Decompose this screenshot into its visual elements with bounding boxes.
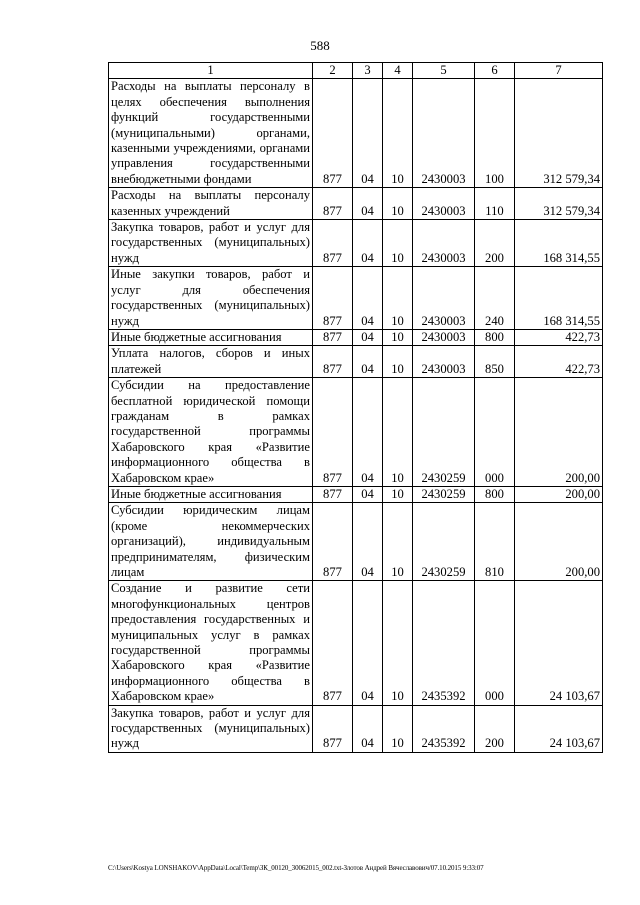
row-value-cell: 10 (383, 329, 413, 345)
row-value-cell: 2430003 (413, 329, 475, 345)
row-name-cell: Расходы на выплаты персоналу казенных учреждений (109, 188, 313, 220)
row-value-cell: 168 314,55 (515, 220, 603, 267)
row-value-cell: 10 (383, 486, 413, 502)
row-value-cell: 877 (313, 346, 353, 378)
header-cell: 3 (353, 63, 383, 79)
row-value-cell: 04 (353, 79, 383, 188)
row-value-cell: 2435392 (413, 581, 475, 705)
row-value-cell: 04 (353, 378, 383, 487)
row-value-cell: 04 (353, 503, 383, 581)
budget-table (108, 62, 603, 753)
header-cell: 6 (475, 63, 515, 79)
row-value-cell: 800 (475, 329, 515, 345)
row-name-cell: Иные закупки товаров, работ и услуг для обеспечения государственных (муниципальных) нужд (109, 267, 313, 330)
page-number: 588 (310, 38, 330, 53)
row-name-cell: Расходы на выплаты персоналу в целях обеспечения выполнения функций государственными (муниципальными) органами, казенными учреждениями, органами управления государственными внебюджетными фондами (109, 79, 313, 188)
row-value-cell: 10 (383, 346, 413, 378)
row-value-cell: 000 (475, 581, 515, 705)
row-value-cell: 10 (383, 220, 413, 267)
row-value-cell: 110 (475, 188, 515, 220)
row-value-cell: 04 (353, 267, 383, 330)
table-row (109, 346, 603, 378)
row-value-cell: 10 (383, 79, 413, 188)
row-value-cell: 800 (475, 486, 515, 502)
header-cell: 4 (383, 63, 413, 79)
header-cell: 5 (413, 63, 475, 79)
row-value-cell: 100 (475, 79, 515, 188)
row-name-cell: Субсидии на предоставление бесплатной юридической помощи гражданам в рамках государственной программы Хабаровского края «Развитие информационного общества в Хабаровском крае» (109, 378, 313, 487)
row-value-cell: 2430003 (413, 267, 475, 330)
row-value-cell: 877 (313, 378, 353, 487)
table-row (109, 486, 603, 502)
row-value-cell: 04 (353, 486, 383, 502)
row-value-cell: 10 (383, 188, 413, 220)
row-value-cell: 312 579,34 (515, 188, 603, 220)
row-name-cell: Уплата налогов, сборов и иных платежей (109, 346, 313, 378)
row-value-cell: 04 (353, 220, 383, 267)
row-name-cell: Закупка товаров, работ и услуг для государственных (муниципальных) нужд (109, 705, 313, 752)
row-value-cell: 877 (313, 267, 353, 330)
row-value-cell: 24 103,67 (515, 581, 603, 705)
row-value-cell: 10 (383, 581, 413, 705)
row-name-cell: Иные бюджетные ассигнования (109, 486, 313, 502)
row-value-cell: 2430003 (413, 346, 475, 378)
row-value-cell: 877 (313, 79, 353, 188)
row-value-cell: 240 (475, 267, 515, 330)
row-value-cell: 10 (383, 705, 413, 752)
row-value-cell: 877 (313, 486, 353, 502)
row-name-cell: Иные бюджетные ассигнования (109, 329, 313, 345)
row-value-cell: 10 (383, 267, 413, 330)
row-value-cell: 422,73 (515, 329, 603, 345)
table-row (109, 267, 603, 330)
row-value-cell: 04 (353, 329, 383, 345)
row-value-cell: 312 579,34 (515, 79, 603, 188)
header-cell: 7 (515, 63, 603, 79)
row-value-cell: 422,73 (515, 346, 603, 378)
row-value-cell: 2430003 (413, 220, 475, 267)
row-name-cell: Закупка товаров, работ и услуг для государственных (муниципальных) нужд (109, 220, 313, 267)
row-value-cell: 200,00 (515, 486, 603, 502)
row-value-cell: 10 (383, 503, 413, 581)
row-value-cell: 2430259 (413, 378, 475, 487)
table-row (109, 220, 603, 267)
row-value-cell: 810 (475, 503, 515, 581)
header-cell: 1 (109, 63, 313, 79)
row-value-cell: 200 (475, 705, 515, 752)
row-value-cell: 2430259 (413, 486, 475, 502)
table-row (109, 79, 603, 188)
row-value-cell: 168 314,55 (515, 267, 603, 330)
row-value-cell: 10 (383, 378, 413, 487)
row-value-cell: 877 (313, 188, 353, 220)
row-value-cell: 04 (353, 188, 383, 220)
row-value-cell: 877 (313, 705, 353, 752)
row-value-cell: 2430003 (413, 79, 475, 188)
row-value-cell: 877 (313, 581, 353, 705)
row-name-cell: Субсидии юридическим лицам (кроме некоммерческих организаций), индивидуальным предпринимателям, физическим лицам (109, 503, 313, 581)
file-path-footer: C:\Users\Kostya LONSHAKOV\AppData\Local\Temp\ЗК_00120_30062015_002.txt-Злотов Андрей Вячеславович/07.10.2015 9:33:07 (108, 864, 484, 872)
row-value-cell: 04 (353, 705, 383, 752)
row-value-cell: 000 (475, 378, 515, 487)
table-row (109, 378, 603, 487)
row-value-cell: 877 (313, 503, 353, 581)
header-cell: 2 (313, 63, 353, 79)
table-row (109, 503, 603, 581)
row-name-cell: Создание и развитие сети многофункциональных центров предоставления государственных и муниципальных услуг в рамках государственной программы Хабаровского края «Развитие информационного общества в Хабаровском крае» (109, 581, 313, 705)
row-value-cell: 200 (475, 220, 515, 267)
row-value-cell: 850 (475, 346, 515, 378)
table-row (109, 329, 603, 345)
row-value-cell: 2430003 (413, 188, 475, 220)
row-value-cell: 2435392 (413, 705, 475, 752)
table-row (109, 581, 603, 705)
row-value-cell: 877 (313, 220, 353, 267)
table-row (109, 188, 603, 220)
row-value-cell: 200,00 (515, 503, 603, 581)
row-value-cell: 877 (313, 329, 353, 345)
row-value-cell: 200,00 (515, 378, 603, 487)
table-row (109, 705, 603, 752)
table-body (109, 63, 603, 753)
row-value-cell: 24 103,67 (515, 705, 603, 752)
row-value-cell: 04 (353, 346, 383, 378)
row-value-cell: 2430259 (413, 503, 475, 581)
table-header-row (109, 63, 603, 79)
row-value-cell: 04 (353, 581, 383, 705)
